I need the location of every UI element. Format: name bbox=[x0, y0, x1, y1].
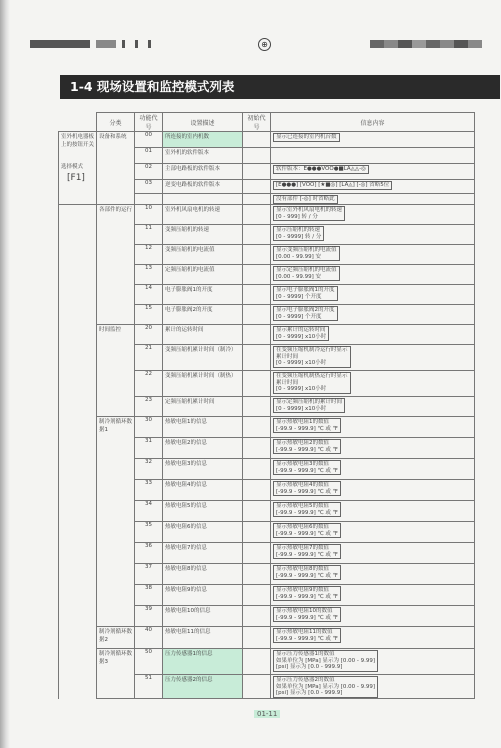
row-info bbox=[271, 265, 475, 285]
table-row bbox=[59, 543, 475, 564]
info-line: 显示热敏电阻5的数值 bbox=[276, 503, 329, 509]
row-info bbox=[271, 345, 475, 371]
info-box bbox=[273, 246, 340, 261]
info-line: [-99.9 - 999.9] ℃ 或 ℉ bbox=[276, 509, 338, 516]
row-code: 02 bbox=[135, 164, 163, 180]
row-outer-blank bbox=[59, 265, 97, 285]
column-header-blank bbox=[59, 113, 97, 132]
row-description bbox=[163, 194, 243, 205]
row-category: 制冷剂循环数据3 bbox=[97, 649, 135, 675]
row-outer-blank bbox=[59, 285, 97, 305]
table-row bbox=[59, 205, 475, 225]
info-line: 显示热敏电阻9的数值 bbox=[276, 587, 329, 593]
table-row bbox=[59, 585, 475, 606]
row-outer-blank bbox=[59, 205, 97, 225]
row-info bbox=[271, 148, 475, 164]
table-row bbox=[59, 371, 475, 397]
info-box bbox=[273, 306, 338, 321]
row-info bbox=[271, 438, 475, 459]
info-line: 显示累计的运转时间 bbox=[276, 327, 326, 333]
row-info bbox=[271, 132, 475, 148]
row-category bbox=[97, 564, 135, 585]
row-code: 50 bbox=[135, 649, 163, 675]
row-category: 时间监控 bbox=[97, 325, 135, 345]
row-code: 31 bbox=[135, 438, 163, 459]
info-line: [psi] 显示为 [0.0 - 999.9] bbox=[276, 690, 343, 697]
info-box bbox=[273, 398, 345, 413]
section-title: 1-4 现场设置和监控模式列表 bbox=[62, 77, 242, 97]
info-box bbox=[273, 165, 369, 174]
row-code: 13 bbox=[135, 265, 163, 285]
table-row bbox=[59, 164, 475, 180]
row-code: 51 bbox=[135, 675, 163, 699]
row-outer-blank bbox=[59, 585, 97, 606]
info-line: [0 - 9999] 个开度 bbox=[276, 293, 322, 300]
info-box bbox=[273, 206, 345, 221]
row-code: 20 bbox=[135, 325, 163, 345]
row-info bbox=[271, 543, 475, 564]
row-initial bbox=[243, 522, 271, 543]
row-info bbox=[271, 675, 475, 699]
info-box bbox=[273, 418, 341, 433]
table-row bbox=[59, 265, 475, 285]
info-box bbox=[273, 628, 341, 643]
info-line: 如果单位为 [MPa] 显示为 [0.00 - 9.99] bbox=[276, 657, 375, 664]
row-info bbox=[271, 649, 475, 675]
row-initial bbox=[243, 265, 271, 285]
row-code: 00 bbox=[135, 132, 163, 148]
row-outer-blank bbox=[59, 397, 97, 417]
row-initial bbox=[243, 205, 271, 225]
row-description: 压力传感器1的信息 bbox=[163, 649, 243, 675]
settings-table-wrap bbox=[58, 112, 474, 699]
row-outer-blank bbox=[59, 438, 97, 459]
row-description: 热敏电阻1的信息 bbox=[163, 417, 243, 438]
info-box bbox=[273, 226, 324, 241]
row-code: 32 bbox=[135, 459, 163, 480]
row-info bbox=[271, 522, 475, 543]
row-category bbox=[97, 245, 135, 265]
row-initial bbox=[243, 245, 271, 265]
row-category bbox=[97, 180, 135, 194]
row-code: 40 bbox=[135, 627, 163, 649]
column-header-category: 分类 bbox=[97, 113, 135, 132]
table-header-row bbox=[59, 113, 475, 132]
row-outer-blank bbox=[59, 649, 97, 675]
row-outer-blank bbox=[59, 543, 97, 564]
info-box bbox=[273, 266, 340, 281]
row-description: 热敏电阻6的信息 bbox=[163, 522, 243, 543]
table-row bbox=[59, 606, 475, 627]
info-box bbox=[273, 676, 378, 698]
info-box bbox=[273, 326, 329, 341]
row-description: 变频压缩机的电流值 bbox=[163, 245, 243, 265]
row-initial bbox=[243, 371, 271, 397]
info-line: 显示热敏电阻3的数值 bbox=[276, 461, 329, 467]
row-code: 01 bbox=[135, 148, 163, 164]
info-line: [0 - 9999] x10小时 bbox=[276, 386, 327, 393]
row-category bbox=[97, 438, 135, 459]
info-line: [0 - 999] 转 / 分 bbox=[276, 213, 318, 220]
row-description: 变频压缩机的转速 bbox=[163, 225, 243, 245]
info-box bbox=[273, 607, 341, 622]
info-line: [-99.9 - 999.9] ℃ 或 ℉ bbox=[276, 572, 338, 579]
row-description: 热敏电阻5的信息 bbox=[163, 501, 243, 522]
table-row bbox=[59, 194, 475, 205]
column-header-description: 设置描述 bbox=[163, 113, 243, 132]
binding-spine bbox=[0, 0, 10, 748]
info-line: [0 - 9999] x10小时 bbox=[276, 360, 327, 367]
info-box bbox=[273, 460, 341, 475]
row-group-outer bbox=[59, 132, 97, 205]
row-outer-blank bbox=[59, 459, 97, 480]
table-row bbox=[59, 148, 475, 164]
info-line: 没有部件 [-◎] 时省略此 bbox=[276, 196, 335, 202]
table-row bbox=[59, 438, 475, 459]
info-line: [0 - 9999] 转 / 分 bbox=[276, 233, 322, 240]
info-line: 显示变频压缩机的电流值 bbox=[276, 247, 337, 253]
row-outer-blank bbox=[59, 225, 97, 245]
row-code: 36 bbox=[135, 543, 163, 564]
page-number: 01-11 bbox=[254, 710, 280, 718]
info-box bbox=[273, 372, 351, 394]
info-line: [-99.9 - 999.9] ℃ 或 ℉ bbox=[276, 530, 338, 537]
info-line: [0 - 9999] x10小时 bbox=[276, 333, 327, 340]
row-description: 电子膨胀阀2的开度 bbox=[163, 305, 243, 325]
row-initial bbox=[243, 397, 271, 417]
info-line: 在变频压缩机制冷运行时显示 bbox=[276, 347, 348, 353]
info-line: [0.00 - 99.99] 安 bbox=[276, 273, 322, 280]
info-line: 累计时间 bbox=[276, 353, 299, 360]
row-description: 热敏电阻10的信息 bbox=[163, 606, 243, 627]
row-code bbox=[135, 194, 163, 205]
info-box bbox=[273, 502, 341, 517]
row-initial bbox=[243, 180, 271, 194]
row-category bbox=[97, 225, 135, 245]
row-code: 22 bbox=[135, 371, 163, 397]
info-line: 显示热敏电阻6的数值 bbox=[276, 524, 329, 530]
row-initial bbox=[243, 132, 271, 148]
row-info bbox=[271, 205, 475, 225]
row-category bbox=[97, 522, 135, 543]
row-outer-blank bbox=[59, 480, 97, 501]
row-info bbox=[271, 285, 475, 305]
info-box bbox=[273, 133, 340, 142]
row-description: 所连接的室内机数 bbox=[163, 132, 243, 148]
row-initial bbox=[243, 585, 271, 606]
row-category bbox=[97, 606, 135, 627]
row-code: 33 bbox=[135, 480, 163, 501]
table-row bbox=[59, 501, 475, 522]
row-code: 11 bbox=[135, 225, 163, 245]
row-initial bbox=[243, 649, 271, 675]
row-description: 热敏电阻11的信息 bbox=[163, 627, 243, 649]
row-info bbox=[271, 194, 475, 205]
row-outer-blank bbox=[59, 245, 97, 265]
row-outer-blank bbox=[59, 417, 97, 438]
row-outer-blank bbox=[59, 522, 97, 543]
row-category bbox=[97, 459, 135, 480]
info-line: [-99.9 - 999.9] ℃ 或 ℉ bbox=[276, 467, 338, 474]
row-category bbox=[97, 397, 135, 417]
row-description: 定频压缩机的电流值 bbox=[163, 265, 243, 285]
row-info bbox=[271, 245, 475, 265]
row-initial bbox=[243, 459, 271, 480]
row-code: 34 bbox=[135, 501, 163, 522]
outer-group-label: 室外机电器板上的按钮开关 bbox=[61, 134, 95, 148]
info-line: [-99.9 - 999.9] ℃ 或 ℉ bbox=[276, 614, 338, 621]
row-initial bbox=[243, 148, 271, 164]
info-line: 显示热敏电阻4的数值 bbox=[276, 482, 329, 488]
row-category: 制冷剂循环数据1 bbox=[97, 417, 135, 438]
row-description: 热敏电阻9的信息 bbox=[163, 585, 243, 606]
row-description: 主部电路板的软件版本 bbox=[163, 164, 243, 180]
table-row bbox=[59, 480, 475, 501]
table-row bbox=[59, 180, 475, 194]
info-line: [-99.9 - 999.9] ℃ 或 ℉ bbox=[276, 425, 338, 432]
row-info bbox=[271, 225, 475, 245]
info-box bbox=[273, 544, 341, 559]
row-code: 10 bbox=[135, 205, 163, 225]
info-line: 显示已连接的室内机台数 bbox=[276, 134, 337, 140]
row-info bbox=[271, 305, 475, 325]
table-row bbox=[59, 345, 475, 371]
table-row bbox=[59, 417, 475, 438]
info-line: [-99.9 - 999.9] ℃ 或 ℉ bbox=[276, 446, 338, 453]
info-line: 显示压力传感器1的数值 bbox=[276, 651, 335, 657]
row-outer-blank bbox=[59, 305, 97, 325]
row-category bbox=[97, 305, 135, 325]
row-info bbox=[271, 501, 475, 522]
row-code: 30 bbox=[135, 417, 163, 438]
row-description: 定频压缩机累计时间 bbox=[163, 397, 243, 417]
info-line: 显示热敏电阻10的数值 bbox=[276, 608, 333, 614]
row-initial bbox=[243, 325, 271, 345]
info-box bbox=[273, 286, 338, 301]
row-info bbox=[271, 325, 475, 345]
row-category bbox=[97, 543, 135, 564]
registration-bar-left bbox=[30, 40, 151, 48]
row-code: 38 bbox=[135, 585, 163, 606]
row-description: 热敏电阻2的信息 bbox=[163, 438, 243, 459]
row-category bbox=[97, 164, 135, 180]
info-box bbox=[273, 523, 341, 538]
row-info bbox=[271, 480, 475, 501]
row-info bbox=[271, 585, 475, 606]
table-row bbox=[59, 627, 475, 649]
row-info bbox=[271, 180, 475, 194]
info-line: [0 - 9999] x10小时 bbox=[276, 405, 327, 412]
row-category bbox=[97, 585, 135, 606]
row-code: 21 bbox=[135, 345, 163, 371]
row-code: 35 bbox=[135, 522, 163, 543]
row-outer-blank bbox=[59, 606, 97, 627]
row-category bbox=[97, 480, 135, 501]
row-code: 39 bbox=[135, 606, 163, 627]
info-line: [-99.9 - 999.9] ℃ 或 ℉ bbox=[276, 488, 338, 495]
column-header-initial: 初始代号 bbox=[243, 113, 271, 132]
row-info bbox=[271, 627, 475, 649]
row-code: 14 bbox=[135, 285, 163, 305]
row-category bbox=[97, 148, 135, 164]
row-category: 制冷剂循环数据2 bbox=[97, 627, 135, 649]
row-category bbox=[97, 501, 135, 522]
row-info bbox=[271, 606, 475, 627]
row-info bbox=[271, 397, 475, 417]
info-line: 显示热敏电阻1的数值 bbox=[276, 419, 329, 425]
row-category: 各部件的运行 bbox=[97, 205, 135, 225]
row-description: 压力传感器2的信息 bbox=[163, 675, 243, 699]
info-line: 显示室外机风扇电机的转速 bbox=[276, 207, 343, 213]
row-info bbox=[271, 164, 475, 180]
row-description: 电子膨胀阀1的开度 bbox=[163, 285, 243, 305]
row-category: 设备和系统 bbox=[97, 132, 135, 148]
row-category bbox=[97, 371, 135, 397]
info-box bbox=[273, 565, 341, 580]
info-line: [-99.9 - 999.9] ℃ 或 ℉ bbox=[276, 635, 338, 642]
info-line: 软件版本：E●●●VOO●■LA◬◬-◎ bbox=[276, 166, 366, 172]
row-initial bbox=[243, 285, 271, 305]
row-category bbox=[97, 265, 135, 285]
mode-code: [F1] bbox=[67, 173, 85, 183]
info-box bbox=[273, 195, 338, 204]
row-category bbox=[97, 285, 135, 305]
row-description: 热敏电阻3的信息 bbox=[163, 459, 243, 480]
row-initial bbox=[243, 417, 271, 438]
row-description: 变频压缩机累计时间（制冷） bbox=[163, 345, 243, 371]
info-line: [-99.9 - 999.9] ℃ 或 ℉ bbox=[276, 593, 338, 600]
row-description: 室外机的软件版本 bbox=[163, 148, 243, 164]
settings-table bbox=[58, 112, 475, 699]
table-row bbox=[59, 675, 475, 699]
info-line: 累计时间 bbox=[276, 379, 299, 386]
info-line: 显示热敏电阻7的数值 bbox=[276, 545, 329, 551]
table-row bbox=[59, 225, 475, 245]
row-info bbox=[271, 564, 475, 585]
row-info bbox=[271, 459, 475, 480]
row-initial bbox=[243, 564, 271, 585]
table-row bbox=[59, 245, 475, 265]
row-initial bbox=[243, 345, 271, 371]
row-description: 室外机风扇电机的转速 bbox=[163, 205, 243, 225]
table-row bbox=[59, 459, 475, 480]
outer-group-sublabel: 选择模式 bbox=[61, 164, 84, 170]
info-line: 显示压缩机的转速 bbox=[276, 227, 321, 233]
info-line: 显示压力传感器2的数值 bbox=[276, 677, 335, 683]
table-row bbox=[59, 285, 475, 305]
registration-bar-right bbox=[370, 40, 482, 48]
row-code: 15 bbox=[135, 305, 163, 325]
row-category bbox=[97, 345, 135, 371]
table-row bbox=[59, 564, 475, 585]
table-row bbox=[59, 325, 475, 345]
row-code: 03 bbox=[135, 180, 163, 194]
row-initial bbox=[243, 194, 271, 205]
row-info bbox=[271, 417, 475, 438]
row-outer-blank bbox=[59, 627, 97, 649]
row-initial bbox=[243, 543, 271, 564]
row-initial bbox=[243, 438, 271, 459]
row-category bbox=[97, 194, 135, 205]
info-line: [psi] 显示为 [0.0 - 999.9] bbox=[276, 664, 343, 671]
table-row bbox=[59, 397, 475, 417]
info-line: 显示定频压缩机的累计时间 bbox=[276, 399, 343, 405]
row-description: 变频压缩机累计时间（制热） bbox=[163, 371, 243, 397]
info-line: [-99.9 - 999.9] ℃ 或 ℉ bbox=[276, 551, 338, 558]
row-initial bbox=[243, 225, 271, 245]
row-outer-blank bbox=[59, 345, 97, 371]
row-initial bbox=[243, 501, 271, 522]
info-line: 在变频压缩机制热运行时显示 bbox=[276, 373, 348, 379]
info-box bbox=[273, 346, 351, 368]
info-line: 显示电子膨胀阀1的开度 bbox=[276, 287, 335, 293]
row-initial bbox=[243, 305, 271, 325]
row-info bbox=[271, 371, 475, 397]
row-outer-blank bbox=[59, 325, 97, 345]
column-header-info: 信息内容 bbox=[271, 113, 475, 132]
row-description: 热敏电阻8的信息 bbox=[163, 564, 243, 585]
info-line: [E●●●] [VOO] [★■◎] [LA◬] [-◎] 省略5位 bbox=[276, 182, 390, 188]
row-code: 12 bbox=[135, 245, 163, 265]
info-line: 显示热敏电阻11的数值 bbox=[276, 629, 333, 635]
info-line: 显示热敏电阻8的数值 bbox=[276, 566, 329, 572]
info-line: [0.00 - 99.99] 安 bbox=[276, 253, 322, 260]
row-category bbox=[97, 675, 135, 699]
row-initial bbox=[243, 606, 271, 627]
row-outer-blank bbox=[59, 564, 97, 585]
info-box bbox=[273, 586, 341, 601]
table-row bbox=[59, 132, 475, 148]
row-initial bbox=[243, 164, 271, 180]
row-description: 逆变电路板的软件版本 bbox=[163, 180, 243, 194]
info-box bbox=[273, 181, 392, 190]
row-code: 37 bbox=[135, 564, 163, 585]
row-outer-blank bbox=[59, 501, 97, 522]
info-line: 显示热敏电阻2的数值 bbox=[276, 440, 329, 446]
info-line: [0 - 9999] 个开度 bbox=[276, 313, 322, 320]
info-box bbox=[273, 650, 378, 672]
info-line: 如果单位为 [MPa] 显示为 [0.00 - 9.99] bbox=[276, 683, 375, 690]
row-outer-blank bbox=[59, 675, 97, 699]
registration-crosshair-icon: ⊕ bbox=[258, 38, 271, 51]
table-body bbox=[59, 132, 475, 699]
table-row bbox=[59, 649, 475, 675]
info-line: 显示定频压缩机的电流值 bbox=[276, 267, 337, 273]
info-line: 显示电子膨胀阀2的开度 bbox=[276, 307, 335, 313]
row-description: 累计的运转时间 bbox=[163, 325, 243, 345]
row-description: 热敏电阻4的信息 bbox=[163, 480, 243, 501]
row-initial bbox=[243, 627, 271, 649]
table-row bbox=[59, 305, 475, 325]
info-box bbox=[273, 481, 341, 496]
row-description: 热敏电阻7的信息 bbox=[163, 543, 243, 564]
column-header-code: 功能代号 bbox=[135, 113, 163, 132]
row-initial bbox=[243, 675, 271, 699]
row-initial bbox=[243, 480, 271, 501]
info-box bbox=[273, 439, 341, 454]
table-row bbox=[59, 522, 475, 543]
row-code: 23 bbox=[135, 397, 163, 417]
row-outer-blank bbox=[59, 371, 97, 397]
